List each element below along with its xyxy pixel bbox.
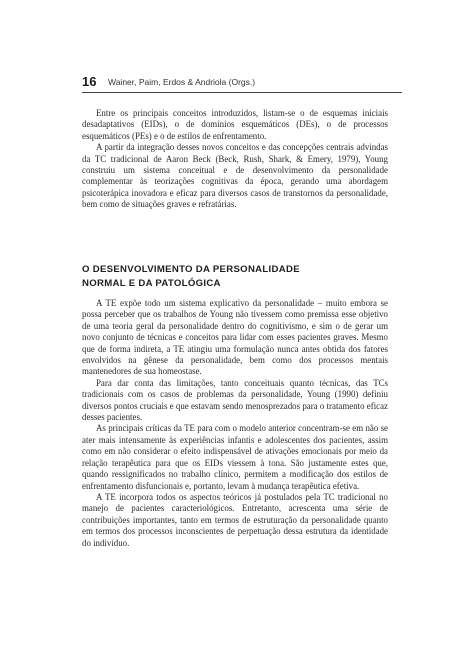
paragraph: A TE incorpora todos os aspectos teóricos já postulados pela TC tradicional no manejo de pacientes caracteriológicos. Entretanto, acrescenta uma série de contribuições importantes, tanto em termos de estruturação da personalidade quanto em termos dos processos inconscientes de perpetuação dessa estrutura da identidade do indivíduo. xyxy=(82,491,388,548)
section-heading-line: NORMAL E DA PATOLÓGICA xyxy=(82,277,221,289)
section-body xyxy=(82,298,388,549)
page-number: 16 xyxy=(82,74,97,89)
section-heading xyxy=(82,263,388,290)
intro-text xyxy=(82,108,388,211)
paragraph: A TE expõe todo um sistema explicativo da personalidade – muito embora se possa perceber que os trabalhos de Young não tivessem como premissa esse objetivo de uma teoria geral da personalidade dentro do cognitivismo, e sim o de gerar um novo conjunto de técnicas e conceitos para lidar com esses pacientes graves. Mesmo que de forma indireta, a TE atingiu uma formulação nunca antes obtida dos fatores envolvidos na gênese da personalidade, bem como dos processos mentais mantenedores de sua homeostase. xyxy=(82,298,388,377)
paragraph: Para dar conta das limitações, tanto conceituais quanto técnicas, das TCs tradicionais com os casos de problemas da personalidade, Young (1990) definiu diversos pontos cruciais e que estavam sendo menosprezados para o tratamento eficaz desses pacientes. xyxy=(82,377,388,423)
section-heading-line: O DESENVOLVIMENTO DA PERSONALIDADE xyxy=(82,264,300,275)
paragraph: A partir da integração desses novos conceitos e das concepções centrais advindas da TC tradicional de Aaron Beck (Beck, Rush, Shark, & Emery, 1979), Young construiu um sistema conceitual e de desenvolvimento da personalidade complementar às teorizações cognitivas da época, gerando uma abordagem psicoterápica inovadora e eficaz para diversos casos de transtornos da personalidade, bem como de situações graves e refratárias. xyxy=(82,142,388,210)
page-header xyxy=(82,74,402,94)
paragraph: As principais críticas da TE para com o modelo anterior concentram-se em não se ater mais intensamente às experiências infantis e adolescentes dos pacientes, assim como em não considerar o efeito indispensável de ativações emocionais por meio da relação terapêutica para que os EIDs viessem à tona. São justamente estes que, quando ressignificados no trabalho clínico, permitem a modificação dos estilos de enfrentamento disfuncionais e, portanto, levam à mudança terapêutica efetiva. xyxy=(82,423,388,491)
paragraph: Entre os principais conceitos introduzidos, listam-se o de esquemas iniciais desadaptativos (EIDs), o de domínios esquemáticos (DEs), o de processos esquemáticos (PEs) e o de estilos de enfrentamento. xyxy=(82,108,388,141)
header-rule xyxy=(82,92,402,93)
running-head: Wainer, Paim, Erdos & Andriola (Orgs.) xyxy=(108,77,256,87)
